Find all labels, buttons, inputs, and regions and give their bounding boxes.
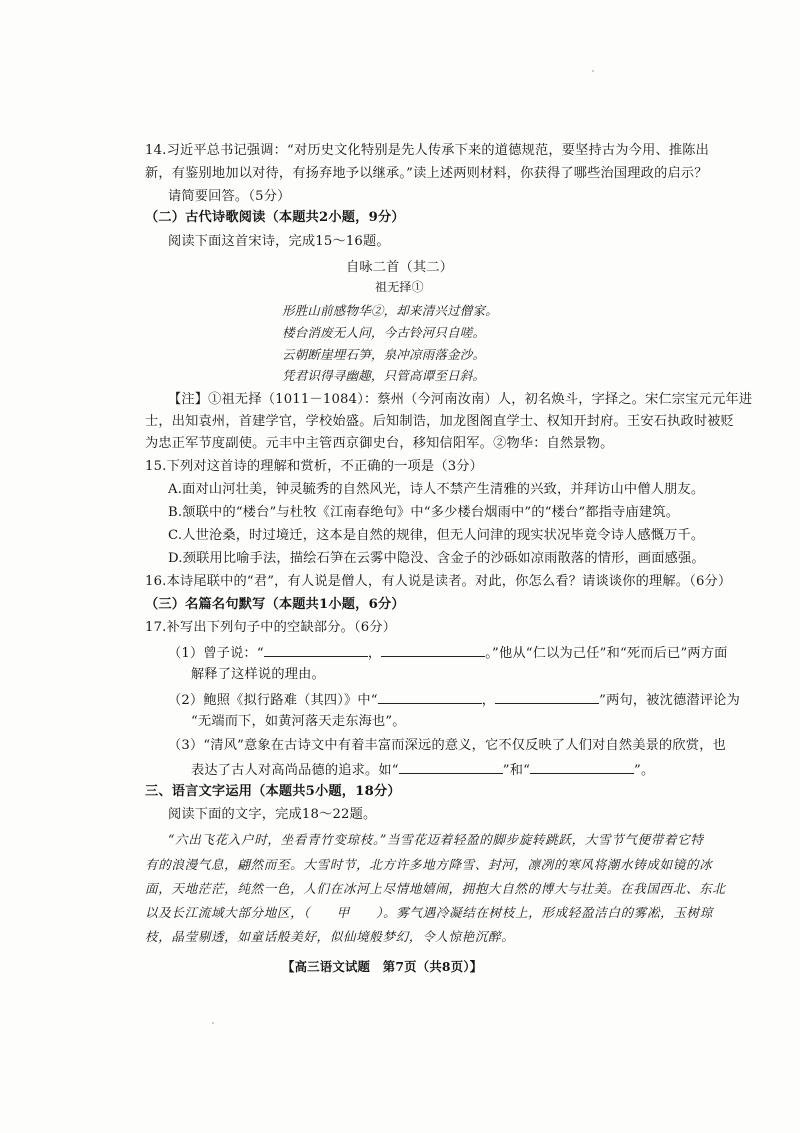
passage-line-5: 枝，晶莹剔透，如童话般美好，似仙境般梦幻，令人惊艳沉醉。 — [145, 929, 515, 944]
q15-option-d: D.颈联用比喻手法，描绘石笋在云雾中隐没、含金子的沙砾如凉雨散落的情形，画面感强。 — [168, 551, 705, 566]
scan-speck — [212, 1022, 214, 1024]
scan-speck — [592, 70, 594, 72]
q17-item-3-end: ”。 — [634, 763, 655, 778]
passage-line-3: 面，天地茫茫，纯然一色，人们在冰河上尽情地嬉闹，拥抱大自然的博大与壮美。在我国西北、东北 — [145, 881, 726, 896]
q17-item-2 — [168, 690, 740, 710]
q17-item-1-cont: 解释了这样说的理由。 — [191, 667, 325, 682]
q17-item-3-prefix: 表达了古人对高尚品德的追求。如“ — [191, 763, 399, 778]
q14-line-1: 14.习近平总书记强调：“对历史文化特别是先人传承下来的道德规范，要坚持古为今用、推陈出 — [145, 143, 710, 158]
passage-line-4: 以及长江流域大部分地区，（ 甲 ）。雾气遇冷凝结在树枝上，形成轻盈洁白的雾凇，玉树琼 — [145, 905, 713, 920]
q17-item-2-prefix: （2）鲍照《拟行路难（其四）》中“ — [168, 693, 378, 708]
section-2-heading: （二）古代诗歌阅读（本题共2小题，9分） — [145, 210, 405, 225]
note-line-3: 为忠正军节度副使。元丰中主管西京御史台，移知信阳军。②物华：自然景物。 — [145, 436, 614, 451]
part-3-instruction: 阅读下面的文字，完成18～22题。 — [168, 807, 377, 822]
section-2-instruction: 阅读下面这首宋诗，完成15～16题。 — [168, 234, 390, 249]
passage-line-1: “六出飞花入户时，坐看青竹变琼枝。”当雪花迈着轻盈的脚步旋转跳跃，大雪节气便带着它特 — [168, 832, 704, 847]
q17-item-3-cont — [191, 760, 654, 780]
q15-option-b: B.颔联中的“楼台”与杜牧《江南春绝句》中“多少楼台烟雨中”的“楼台”都指寺庙建筑。 — [168, 505, 680, 520]
q14-line-2: 新，有鉴别地加以对待，有扬弃地予以继承。”读上述两则材料，你获得了哪些治国理政的启示？ — [145, 166, 708, 181]
poem-title: 自咏二首（其二） — [346, 260, 454, 275]
part-3-heading: 三、语言文字运用（本题共5小题，18分） — [145, 784, 401, 799]
note-line-1: 【注】①祖无择（1011－1084）：蔡州（今河南汝南）人，初名焕斗，字择之。宋仁宗宝元元年进 — [168, 392, 753, 407]
poem-author: 祖无择① — [375, 280, 424, 294]
q17-item-1 — [168, 643, 728, 663]
poem-line-3: 云朝断崖埋石笋，泉冲凉雨落金沙。 — [282, 347, 486, 362]
q16-stem: 16.本诗尾联中的“君”，有人说是僧人，有人说是读者。对此，你怎么看？请谈谈你的理解。（6分） — [145, 574, 732, 589]
page-footer: 【高三语文试题 第7页（共8页）】 — [282, 959, 483, 974]
answer-blank[interactable] — [495, 690, 599, 704]
answer-blank[interactable] — [530, 760, 634, 774]
q17-item-1-prefix: （1）曾子说：“ — [168, 646, 264, 661]
note-line-2: 士，出知袁州，首建学官，学校始盛。后知制诰，加龙图阁直学士、权知开封府。王安石执政时被贬 — [145, 414, 735, 429]
poem-line-2: 楼台消废无人问，今古铃河只自嗟。 — [282, 325, 486, 340]
answer-blank[interactable] — [381, 643, 485, 657]
q15-option-a: A.面对山河壮美，钟灵毓秀的自然风光，诗人不禁产生清雅的兴致，并拜访山中僧人朋友。 — [168, 482, 705, 497]
answer-blank[interactable] — [378, 690, 482, 704]
q17-item-2-cont: “无端而下，如黄河落天走东海也”。 — [191, 714, 406, 729]
answer-blank[interactable] — [399, 760, 503, 774]
q17-item-3-and: ”和“ — [502, 763, 531, 778]
q17-stem: 17.补写出下列句子中的空缺部分。（6分） — [145, 620, 397, 635]
q17-item-2-suffix: ”两句，被沈德潜评论为 — [599, 693, 740, 708]
q17-item-2-comma: ， — [481, 693, 496, 708]
poem-line-1: 形胜山前感物华②，却来清兴过僧家。 — [282, 303, 498, 318]
section-3-heading: （三）名篇名句默写（本题共1小题，6分） — [145, 597, 405, 612]
q15-stem: 15.下列对这首诗的理解和赏析，不正确的一项是（3分） — [145, 459, 484, 474]
answer-blank[interactable] — [264, 643, 368, 657]
q17-item-1-comma: ， — [367, 646, 382, 661]
q17-item-1-suffix: 。”他从“仁以为己任”和“死而后已”两方面 — [485, 646, 728, 661]
q17-item-3: （3）“清风”意象在古诗文中有着丰富而深远的意义，它不仅反映了人们对自然美景的欣赏，也 — [168, 738, 726, 753]
q15-option-c: C.人世沧桑，时过境迁，这本是自然的规律，但无人问津的现实状况毕竟令诗人感慨万千。 — [168, 528, 705, 543]
passage-line-2: 有的浪漫气息，翩然而至。大雪时节，北方许多地方降雪、封河，凛冽的寒风将潮水铸成如镜的冰 — [145, 857, 713, 872]
q14-line-3: 请简要回答。（5分） — [168, 189, 291, 204]
poem-line-4: 凭君识得寻幽趣，只管高谭至日斜。 — [282, 368, 486, 383]
